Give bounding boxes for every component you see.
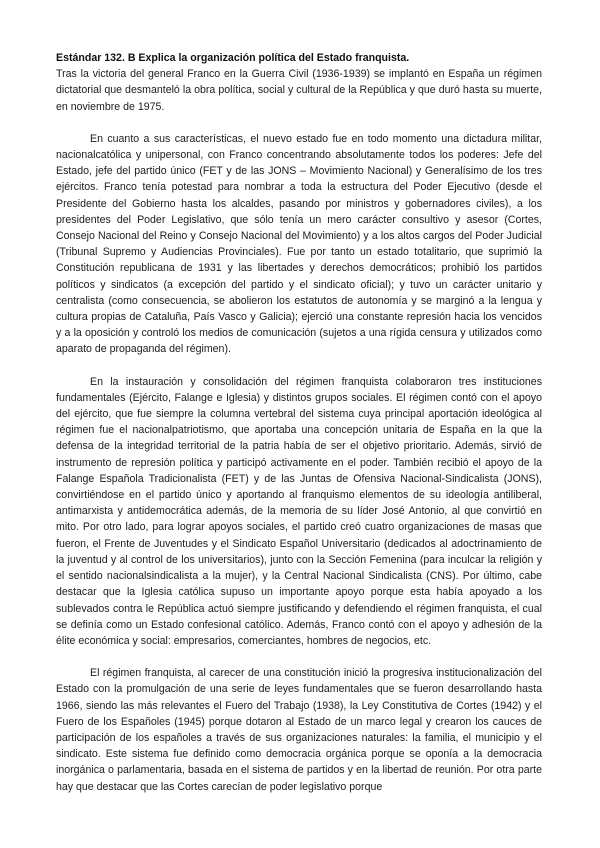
document-page [56,50,542,811]
paragraph-institutionalization: El régimen franquista, al carecer de una constitución inició la progresiva institucionalización del Estado con la promulgación de una serie de leyes fundamentales que se fueron desarrollando hasta 1966, siendo las más relevantes el Fuero del Trabajo (1938), la Ley Constitutiva de Cortes (1942) y el Fuero de los Españoles (1945) porque dotaron al Estado de un marco legal y crearon los cauces de participación de los españoles a través de sus organizaciones naturales: la familia, el municipio y el sindicato. Este sistema fue definido como democracia orgánica porque se oponía a la democracia inorgánica o parlamentaria, basada en el sistema de partidos y en la libertad de reunión. Por otra parte hay que destacar que las Cortes carecían de poder legislativo porque [56,667,542,793]
document-title: Estándar 132. B Explica la organización política del Estado franquista. [56,52,410,64]
paragraph-institutions: En la instauración y consolidación del régimen franquista colaboraron tres instituciones fundamentales (Ejército, Falange e Iglesia) y distintos grupos sociales. El régimen contó con el apoyo del ejército, que fue siempre la columna vertebral del sistema cuya principal aportación ideológica al régimen fue el nacionalpatriotismo, que aportaba una concepción unitaria de España en la que la defensa de la integridad territorial de la patria había de ser el objetivo prioritario. Además, sirvió de instrumento de represión política y participó activamente en el poder. También recibió el apoyo de la Falange Española Tradicionalista (FET) y de las Juntas de Ofensiva Nacional-Sindicalista (JONS), convirtiéndose en el partido único y aportando al franquismo elementos de su ideología antiliberal, antimarxista y antidemocrática además, de la memoria de su líder José Antonio, al que convirtió en mito. Por otro lado, para lograr apoyos sociales, el partido creó cuatro organizaciones de masas que fueron, el Frente de Juventudes y el Sindicato Español Universitario (dedicados al adoctrinamiento de la juventud y al control de los universitarios), junto con la Sección Femenina (para inculcar la religión y el sentido nacionalsindicalista a la mujer), y la Central Nacional Sindicalista (CNS). Por último, cabe destacar que la Iglesia católica supuso un importante apoyo porque esta había apoyado a los sublevados contra le República actuó siempre justificando y defendiendo el régimen franquista, el cual se definía como un Estado confesional católico. Además, Franco contó con el apoyo y adhesión de la élite económica y social: empresarios, comerciantes, hombres de negocios, etc. [56,375,542,647]
intro-paragraph: Tras la victoria del general Franco en la Guerra Civil (1936-1939) se implantó en España un régimen dictatorial que desmanteló la obra política, social y cultural de la República y que duró hasta su muerte, en noviembre de 1975. [56,68,542,113]
paragraph-characteristics: En cuanto a sus características, el nuevo estado fue en todo momento una dictadura militar, nacionalcatólica y unipersonal, con Franco concentrando absolutamente todos los poderes: Jefe del Estado, jefe del partido único (FET y de las JONS – Movimiento Nacional) y Generalísimo de los tres ejércitos. Franco tenía potestad para nombrar a toda la estructura del Poder Ejecutivo (desde el Presidente del Gobierno hasta los alcaldes, pasando por ministros y gobernadores civiles), a los presidentes del Poder Legislativo, que sólo tenía un mero carácter consultivo y asesor (Cortes, Consejo Nacional del Reino y Consejo Nacional del Movimiento) y a los altos cargos del Poder Judicial (Tribunal Supremo y Audiencias Provinciales). Fue por tanto un estado totalitario, que suprimió la Constitución republicana de 1931 y las libertades y derechos democráticos; prohibió los partidos políticos y sindicatos (a excepción del partido y el sindicato oficial); y tuvo un carácter unitario y centralista (como consecuencia, se abolieron los estatutos de autonomía y se marginó a la lengua y cultura propias de Cataluña, País Vasco y Galicia); ejerció una constante represión hacia los vencidos y a la oposición y controló los medios de comunicación (sujetos a una rígida censura y utilizados como aparato de propaganda del régimen). [56,132,542,356]
